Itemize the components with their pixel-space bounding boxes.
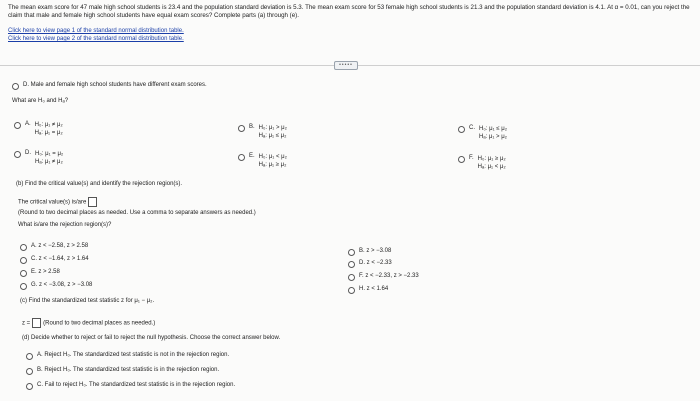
hypothesis-pair (35, 121, 63, 137)
z-statistic-input[interactable] (32, 318, 41, 328)
option-letter: A. (25, 121, 31, 127)
region-option-f-label: F. z < −2.33, z > −2.33 (359, 273, 419, 279)
claim-option-d[interactable] (12, 82, 207, 90)
radio-button[interactable] (238, 125, 245, 132)
part-c-heading: (c) Find the standardized test statistic z for μ₁ − μ₂. (20, 298, 155, 304)
hypothesis-pair (478, 155, 506, 171)
hypothesis-pair (259, 153, 287, 169)
region-option-h-label: H. z < 1.64 (359, 286, 389, 292)
problem-statement: The mean exam score for 47 male high school students is 23.4 and the population standard deviation is 5.3. The mean exam score for 53 female high school students is 21.3 and the population standard deviation is 4.1. At α = 0.01, can you reject the claim that male and female high school students have equal exam scores? Complete parts (a) through (e). (8, 4, 690, 19)
claim-option-d-label: D. Male and female high school students have different exam scores. (23, 82, 207, 88)
z-hint: (Round to two decimal places as needed.) (43, 320, 156, 327)
region-option-a-label: A. z < −2.58, z > 2.58 (31, 243, 89, 249)
option-letter: C. (469, 125, 475, 131)
rejection-region-question: What is/are the rejection region(s)? (18, 222, 112, 228)
hypothesis-option-a[interactable] (14, 121, 63, 137)
radio-button[interactable] (458, 156, 465, 163)
null-hypothesis: H₀: μ₁ < μ₂ (258, 154, 287, 160)
critical-value-input[interactable] (88, 197, 97, 207)
null-hypothesis: H₀: μ₁ ≥ μ₂ (477, 156, 506, 162)
option-letter: D. (25, 150, 31, 156)
hypotheses-question: What are H₀ and Hₐ? (12, 98, 69, 104)
alternative-hypothesis: Hₐ: μ₁ ≠ μ₂ (35, 159, 63, 165)
radio-button[interactable] (26, 368, 33, 375)
radio-button[interactable] (348, 249, 355, 256)
hypothesis-option-e[interactable] (238, 153, 287, 169)
normal-table-page2-link[interactable]: Click here to view page 2 of the standard normal distribution table. (8, 36, 184, 42)
radio-button[interactable] (12, 83, 19, 90)
region-option-g[interactable] (20, 282, 92, 290)
radio-button[interactable] (26, 383, 33, 390)
hypothesis-pair (35, 150, 63, 166)
critical-value-hint: (Round to two decimal places as needed. Use a comma to separate answers as needed.) (18, 210, 256, 216)
region-option-b-label: B. z > −3.08 (359, 248, 392, 254)
part-d-heading: (d) Decide whether to reject or fail to reject the null hypothesis. Choose the correct answer below. (22, 335, 281, 341)
radio-button[interactable] (348, 261, 355, 268)
decision-option-a[interactable] (26, 352, 229, 360)
radio-button[interactable] (26, 353, 33, 360)
radio-button[interactable] (20, 244, 27, 251)
radio-button[interactable] (20, 270, 27, 277)
decision-option-a-label: A. Reject H₀. The standardized test statistic is not in the rejection region. (37, 352, 230, 358)
radio-button[interactable] (348, 287, 355, 294)
radio-button[interactable] (20, 257, 27, 264)
null-hypothesis: H₀: μ₁ ≠ μ₂ (34, 122, 63, 128)
hypothesis-option-d[interactable] (14, 150, 63, 166)
region-option-f[interactable] (348, 273, 419, 281)
region-option-d-label: D. z < −2.33 (359, 260, 392, 266)
radio-button[interactable] (238, 154, 245, 161)
region-option-h[interactable] (348, 286, 388, 294)
region-option-d[interactable] (348, 260, 392, 268)
z-statistic-row (22, 318, 155, 328)
normal-table-page1-link[interactable]: Click here to view page 1 of the standard normal distribution table. (8, 28, 184, 34)
null-hypothesis: H₀: μ₁ = μ₂ (35, 151, 64, 157)
z-label: z = (22, 320, 31, 327)
hypothesis-pair (259, 124, 287, 140)
critical-value-label: The critical value(s) is/are (18, 199, 87, 206)
option-letter: B. (249, 124, 255, 130)
option-letter: E. (249, 153, 255, 159)
critical-value-row (18, 197, 97, 207)
radio-button[interactable] (20, 283, 27, 290)
radio-button[interactable] (14, 151, 21, 158)
hypothesis-option-f[interactable] (458, 155, 506, 171)
region-option-e-label: E. z > 2.58 (31, 269, 60, 275)
alternative-hypothesis: Hₐ: μ₁ ≤ μ₂ (258, 133, 287, 139)
alternative-hypothesis: Hₐ: μ₁ > μ₂ (479, 134, 508, 140)
expand-handle[interactable]: ••••• (334, 61, 358, 70)
decision-option-b-label: B. Reject H₀. The standardized test statistic is in the rejection region. (37, 367, 220, 373)
radio-button[interactable] (348, 274, 355, 281)
hypothesis-option-c[interactable] (458, 125, 507, 141)
radio-button[interactable] (14, 122, 21, 129)
null-hypothesis: H₀: μ₁ > μ₂ (258, 125, 287, 131)
part-b-heading: (b) Find the critical value(s) and identify the rejection region(s). (16, 181, 183, 187)
decision-option-c[interactable] (26, 382, 235, 390)
region-option-g-label: G. z < −3.08, z > −3.08 (31, 282, 93, 288)
decision-option-b[interactable] (26, 367, 219, 375)
null-hypothesis: H₀: μ₁ ≤ μ₂ (479, 126, 508, 132)
decision-option-c-label: C. Fail to reject H₀. The standardized test statistic is in the rejection region. (37, 382, 236, 388)
hypothesis-pair (479, 125, 507, 141)
region-option-a[interactable] (20, 243, 88, 251)
region-option-c[interactable] (20, 256, 89, 264)
region-option-c-label: C. z < −1.64, z > 1.64 (31, 256, 89, 262)
radio-button[interactable] (458, 126, 465, 133)
option-letter: F. (469, 155, 474, 161)
region-option-e[interactable] (20, 269, 60, 277)
hypothesis-option-b[interactable] (238, 124, 287, 140)
alternative-hypothesis: Hₐ: μ₁ = μ₂ (34, 130, 63, 136)
region-option-b[interactable] (348, 248, 391, 256)
alternative-hypothesis: Hₐ: μ₁ ≥ μ₂ (258, 162, 287, 168)
alternative-hypothesis: Hₐ: μ₁ < μ₂ (477, 164, 506, 170)
